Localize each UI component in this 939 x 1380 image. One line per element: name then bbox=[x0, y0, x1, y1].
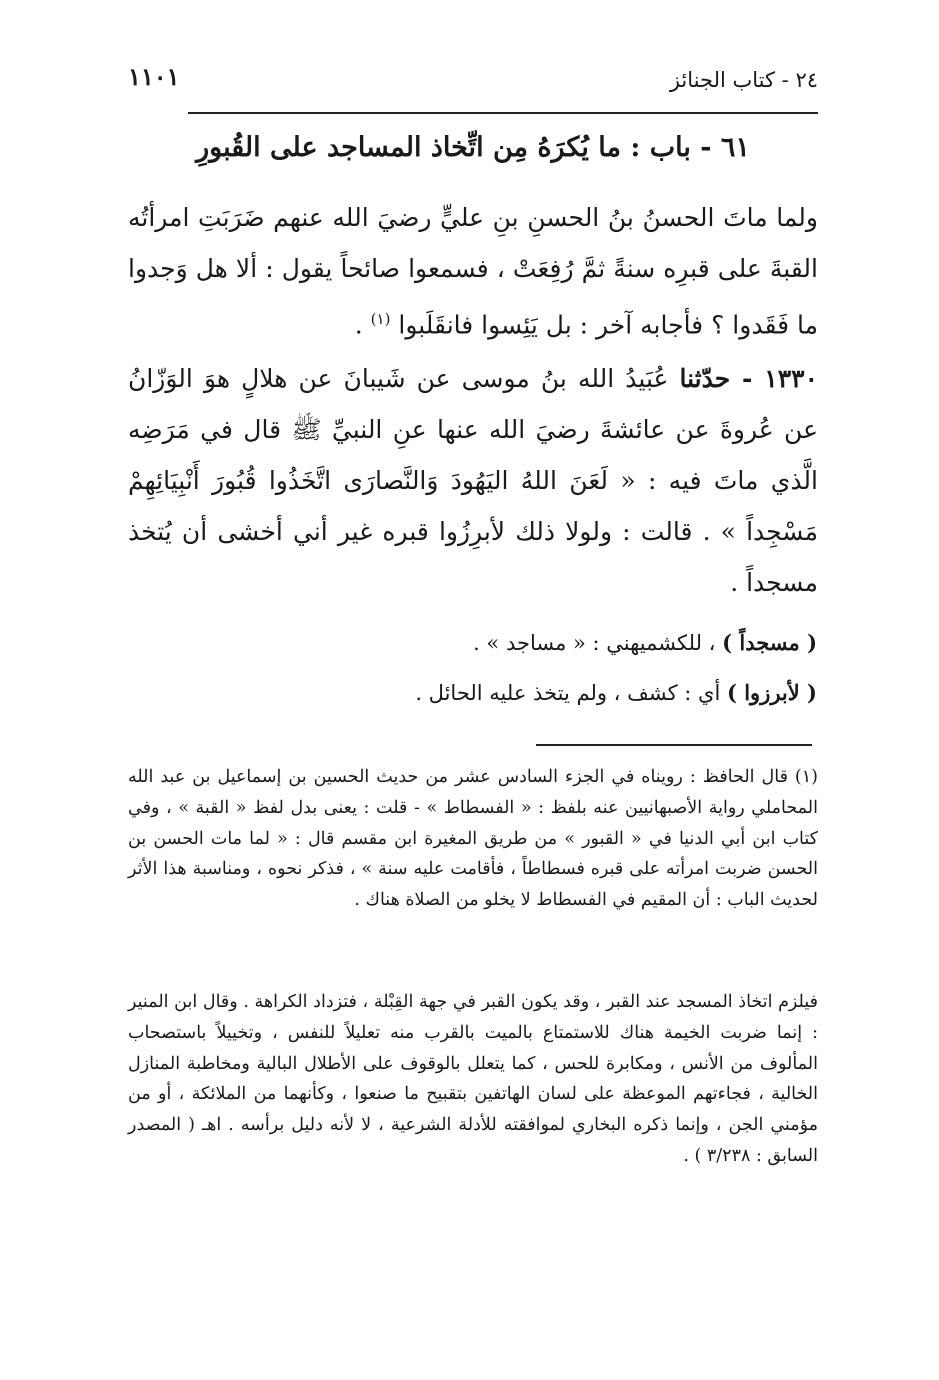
intro-end: . bbox=[354, 310, 371, 340]
header-divider bbox=[188, 112, 818, 114]
footnote-1: (١) قال الحافظ : رويناه في الجزء السادس عشر من حديث الحسين بن إسماعيل بن عبد الله المحاملي رواية الأصبهانيين عنه بلفظ : « الفسطاط » - قلت : يعنى بدل لفظ « القبة » ، وفي كتاب ابن أبي الدنيا في « القبور » من طريق المغيرة ابن مقسم قال : « لما مات الحسن بن الحسن ضربت امرأته على قبره فسطاطاً ، فأقامت عليه سنة » ، فذكر نحوه ، ومناسبة هذا الأثر لحديث الباب : أن المقيم في الفسطاط لا يخلو من الصلاة هناك . bbox=[128, 767, 818, 911]
gloss-text: ، للكشميهني : « مساجد » . bbox=[473, 631, 723, 655]
chapter-title: ٢٤ - كتاب الجنائز bbox=[669, 68, 818, 92]
chapter-section-title: ٦١ - باب : ما يُكرَهُ مِن اتِّخاذ المساجد على القُبورِ bbox=[196, 132, 750, 163]
gloss-term: ( لأبرزوا ) bbox=[726, 680, 817, 705]
gloss-term: ( مسجداً ) bbox=[722, 630, 817, 655]
hadith-number: ١٣٣٠ - حدّثنا bbox=[679, 364, 819, 393]
hadith-paragraph bbox=[128, 353, 818, 608]
intro-text: ولما ماتَ الحسنُ بنُ الحسنِ بنِ عليٍّ رضيَ الله عنهم ضَرَبَتِ امرأتُه القبةَ على قبرِه سنةً ثمَّ رُفِعَتْ ، فسمعوا صائحاً يقول : ألا هل وَجدوا ما فَقَدوا ؟ فأجابه آخر : بل يَئِسوا فانقَلَبوا bbox=[128, 203, 818, 340]
footnote-marker[interactable]: (١) bbox=[370, 310, 391, 328]
gloss-line bbox=[473, 630, 817, 655]
hadith-text: عُبَيدُ الله بنُ موسى عن شَيبانَ عن هلالٍ هوَ الوَزّانُ عن عُروةَ عن عائشةَ رضيَ الله عنها عنِ النبيِّ ﷺ قال في مَرَضِه الَّذي ماتَ فيه : « لَعَنَ اللهُ اليَهُودَ وَالنَّصارَى اتَّخَذُوا قُبُورَ أَنْبِيَائِهِمْ مَسْجِداً » . قالت : ولولا ذلك لأبرِزُوا قبره غير أني أخشى أن يُتخذ مسجداً . bbox=[128, 364, 818, 597]
running-head bbox=[128, 62, 818, 102]
page-number: ١١٠١ bbox=[128, 62, 180, 91]
footnote-divider bbox=[536, 744, 812, 746]
gloss-line bbox=[415, 680, 817, 705]
intro-paragraph bbox=[128, 192, 818, 350]
footnote-1-continued: فيلزم اتخاذ المسجد عند القبر ، وقد يكون القبر في جهة القِبْلة ، فتزداد الكراهة . وقال ابن المنير : إنما ضربت الخيمة هناك للاستمتاع بالميت بالقرب منه تعليلاً للنفس ، وتخييلاً باستصحاب المألوف من الأنس ، ومكابرة للحس ، كما يتعلل بالوقوف على الأطلال البالية ومخاطبة المنازل الخالية ، فجاءتهم الموعظة على لسان الهاتفين بتقبيح ما صنعوا ، وكأنهما من الملائكة ، أو من مؤمني الجن ، وإنما ذكره البخاري لموافقته للأدلة الشرعية ، لا لأنه دليل برأسه . اهـ ( المصدر السابق : ٣/٢٣٨ ) . bbox=[128, 992, 818, 1166]
gloss-text: أي : كشف ، ولم يتخذ عليه الحائل . bbox=[415, 681, 727, 705]
